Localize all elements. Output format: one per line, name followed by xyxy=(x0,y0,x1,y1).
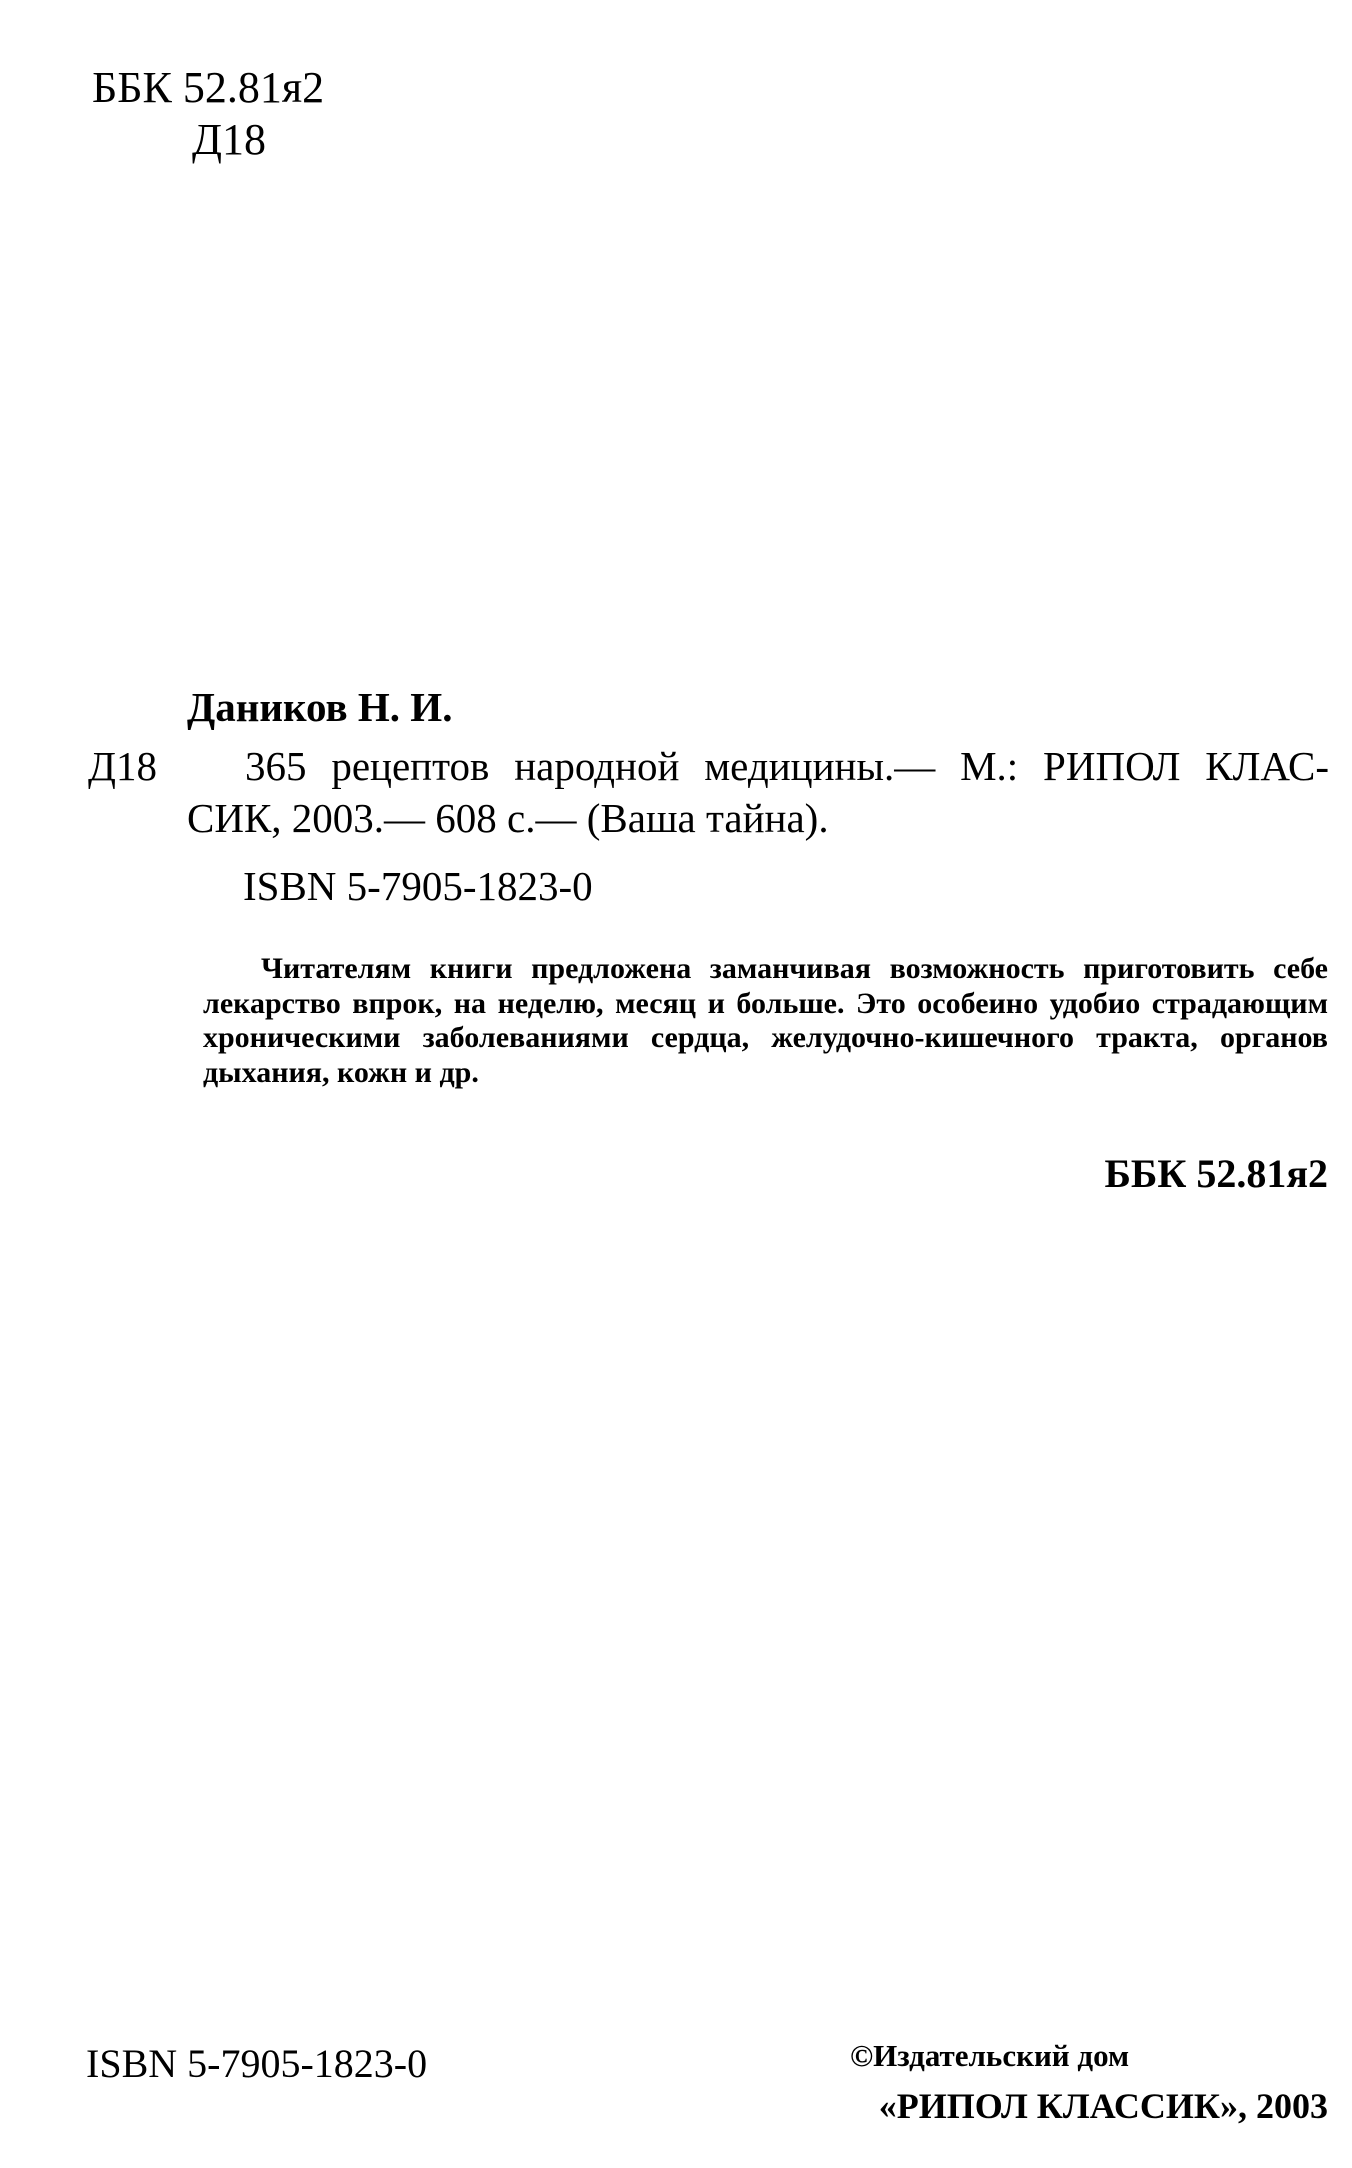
bbk-code-right: ББК 52.81я2 xyxy=(1104,1151,1328,1196)
abstract-line: хроническими заболеваниями сердца, желудочно-кишечного тракта, органов xyxy=(203,1021,1328,1054)
abstract-line: Читателям книги предложена заманчивая возможность приготовить себе xyxy=(261,952,1328,985)
description-line-1: 365 рецептов народной медицины.— М.: РИПОЛ КЛАС- xyxy=(245,743,1329,789)
cutter-number-side: Д18 xyxy=(88,743,157,789)
description-line-2: СИК, 2003.— 608 с.— (Ваша тайна). xyxy=(187,795,829,841)
author-name: Даников Н. И. xyxy=(187,684,453,730)
abstract-paragraph xyxy=(203,952,1328,1090)
bibliographic-description xyxy=(187,740,1329,844)
copyright-notice: ©Издательский дом xyxy=(850,2038,1130,2073)
cutter-number-top: Д18 xyxy=(192,115,267,164)
isbn-footer: ISBN 5-7905-1823-0 xyxy=(86,2041,428,2086)
publisher-line: «РИПОЛ КЛАССИК», 2003 xyxy=(878,2086,1328,2126)
isbn-catalog: ISBN 5-7905-1823-0 xyxy=(243,863,593,909)
abstract-line: лекарство впрок, на неделю, месяц и больше. Это особеино удобио страдающим xyxy=(203,986,1328,1020)
bbk-code-top: ББК 52.81я2 xyxy=(92,63,325,112)
abstract-line: дыхания, кожн и др. xyxy=(203,1055,479,1089)
